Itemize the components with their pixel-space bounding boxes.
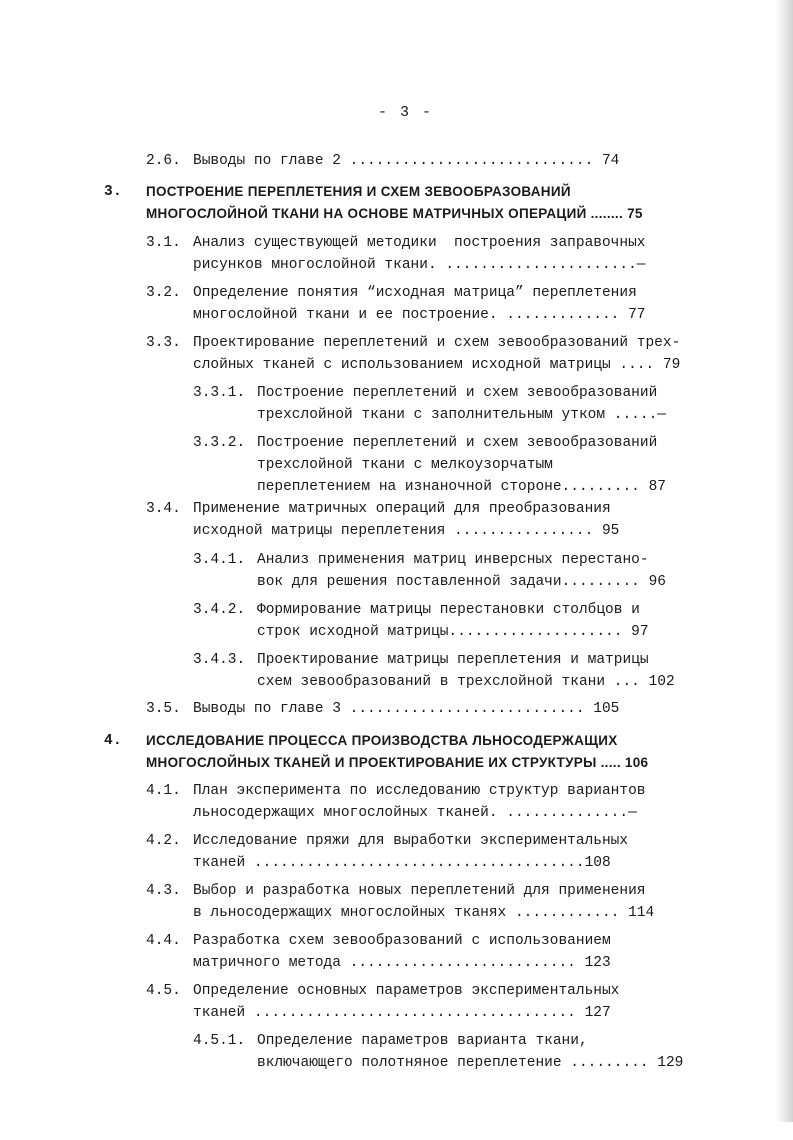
toc-line: Выводы по главе 3 ........................... 105 — [193, 701, 620, 717]
toc-number: 3.4.3. — [193, 652, 246, 668]
toc-entry-4-1 — [146, 780, 746, 824]
toc-number: 3. — [104, 184, 123, 200]
toc-line: ИССЛЕДОВАНИЕ ПРОЦЕССА ПРОИЗВОДСТВА ЛЬНОСОДЕРЖАЩИХ — [146, 733, 618, 748]
toc-entry-3-3-2 — [193, 432, 753, 498]
toc-entry-4-5 — [146, 980, 746, 1024]
toc-line: МНОГОСЛОЙНЫХ ТКАНЕЙ И ПРОЕКТИРОВАНИЕ ИХ СТРУКТУРЫ ..... 106 — [146, 755, 649, 770]
toc-number: 3.3. — [146, 335, 181, 351]
toc-number: 4.5. — [146, 983, 181, 999]
toc-number: 3.2. — [146, 285, 181, 301]
toc-line: Определение понятия “исходная матрица” переплетения — [193, 285, 637, 301]
toc-line: трехслойной ткани с мелкоузорчатым — [257, 457, 553, 473]
toc-entry-4-3 — [146, 880, 746, 924]
toc-number: 4.1. — [146, 783, 181, 799]
toc-line: Проектирование переплетений и схем зевообразований трех- — [193, 335, 681, 351]
toc-line: тканей ..................................... 127 — [193, 1005, 611, 1021]
toc-line: схем зевообразований в трехслойной ткани ... 102 — [257, 674, 675, 690]
toc-line: матричного метода .......................... 123 — [193, 955, 611, 971]
toc-number: 4. — [104, 733, 123, 749]
toc-number: 4.3. — [146, 883, 181, 899]
toc-number: 4.5.1. — [193, 1033, 246, 1049]
toc-entry-4-2 — [146, 830, 746, 874]
toc-number: 2.6. — [146, 153, 181, 169]
toc-line: План эксперимента по исследованию структур вариантов — [193, 783, 646, 799]
toc-chapter-4 — [104, 730, 744, 774]
toc-line: Разработка схем зевообразований с использованием — [193, 933, 611, 949]
toc-number: 3.3.2. — [193, 435, 246, 451]
toc-line: Применение матричных операций для преобразования — [193, 501, 611, 517]
toc-entry-3-3 — [146, 332, 746, 376]
toc-line: Определение параметров варианта ткани, — [257, 1033, 588, 1049]
toc-chapter-3 — [104, 181, 744, 225]
toc-number: 4.2. — [146, 833, 181, 849]
toc-line: льносодержащих многослойных тканей. ..............— — [193, 805, 637, 821]
toc-number: 3.4.1. — [193, 552, 246, 568]
toc-line: Исследование пряжи для выработки экспериментальных — [193, 833, 629, 849]
toc-line: включающего полотняное переплетение ......... 129 — [257, 1055, 684, 1071]
toc-line: Построение переплетений и схем зевообразований — [257, 385, 658, 401]
toc-line: Проектирование матрицы переплетения и матрицы — [257, 652, 649, 668]
toc-line: многослойной ткани и ее построение. ............. 77 — [193, 307, 646, 323]
toc-number: 4.4. — [146, 933, 181, 949]
toc-number: 3.5. — [146, 701, 181, 717]
toc-entry-3-4-2 — [193, 599, 753, 643]
toc-line: строк исходной матрицы.................... 97 — [257, 624, 649, 640]
toc-number: 3.1. — [146, 235, 181, 251]
toc-line: ПОСТРОЕНИЕ ПЕРЕПЛЕТЕНИЯ И СХЕМ ЗЕВООБРАЗОВАНИЙ — [146, 184, 571, 199]
toc-entry-3-4 — [146, 498, 746, 542]
toc-entry-4-4 — [146, 930, 746, 974]
toc-entry-3-4-3 — [193, 649, 753, 693]
toc-line: рисунков многослойной ткани. ......................— — [193, 257, 646, 273]
toc-line: Построение переплетений и схем зевообразований — [257, 435, 658, 451]
toc-entry-3-2 — [146, 282, 746, 326]
toc-line: Анализ существующей методики построения заправочных — [193, 235, 646, 251]
toc-entry-3-5 — [146, 698, 746, 720]
toc-line: исходной матрицы переплетения ................ 95 — [193, 523, 620, 539]
toc-entry-3-3-1 — [193, 382, 753, 426]
toc-line: Формирование матрицы перестановки столбцов и — [257, 602, 640, 618]
toc-line: МНОГОСЛОЙНОЙ ТКАНИ НА ОСНОВЕ МАТРИЧНЫХ ОПЕРАЦИЙ ........ 75 — [146, 206, 643, 221]
toc-number: 3.4. — [146, 501, 181, 517]
toc-line: Выбор и разработка новых переплетений для применения — [193, 883, 646, 899]
scan-page-edge — [775, 0, 793, 1122]
toc-line: вок для решения поставленной задачи......... 96 — [257, 574, 666, 590]
toc-line: переплетением на изнаночной стороне......... 87 — [257, 479, 666, 495]
toc-line: трехслойной ткани с заполнительным утком .....— — [257, 407, 666, 423]
toc-line: в льносодержащих многослойных тканях ............ 114 — [193, 905, 655, 921]
toc-entry-3-4-1 — [193, 549, 753, 593]
toc-line: слойных тканей с использованием исходной матрицы .... 79 — [193, 357, 681, 373]
page-number: - 3 - — [378, 104, 434, 121]
toc-line: тканей ......................................108 — [193, 855, 611, 871]
toc-line: Анализ применения матриц инверсных перестано- — [257, 552, 649, 568]
toc-line: Определение основных параметров экспериментальных — [193, 983, 620, 999]
toc-number: 3.4.2. — [193, 602, 246, 618]
toc-entry-3-1 — [146, 232, 746, 276]
toc-entry-2-6 — [146, 150, 736, 172]
toc-number: 3.3.1. — [193, 385, 246, 401]
toc-entry-4-5-1 — [193, 1030, 753, 1074]
toc-line: Выводы по главе 2 ............................ 74 — [193, 153, 620, 169]
